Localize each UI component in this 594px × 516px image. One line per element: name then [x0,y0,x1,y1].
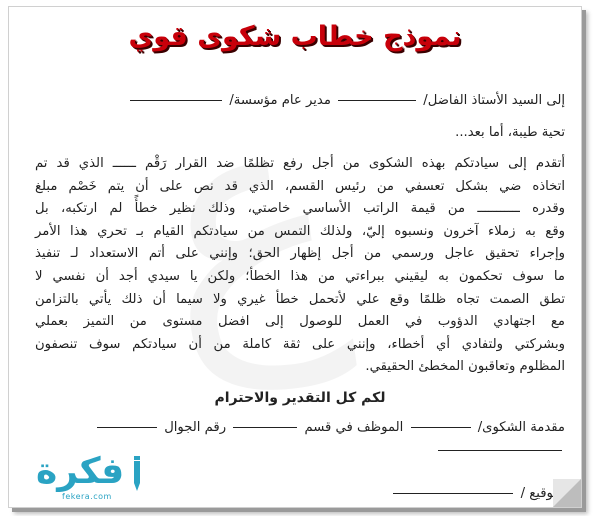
extra-blank [438,449,562,451]
signature-label: التوقيع / [520,485,565,501]
body-line: ما سوف تحكمون به ليقيني ببراءتي من هذا الخطأ؛ ولكن يا سيدي أجد أن نفسي لا [35,268,565,284]
body-line: وقع به زملاء آخرون ونسبوه إليّ، ولذلك التمس من سيادتكم القيام بـ تحري هذا الأمر [35,223,565,239]
body-line: تطق الصمت تجاه ظلمًا وقع علي لأتحمل خطأ غيري ولا سيما أن ذلك يأتي بالتزامن [35,291,565,307]
to-label: إلى السيد الأستاذ الفاضل/ [423,93,565,108]
fields-line [35,415,565,441]
greeting: تحية طيبة، أما بعد... [455,125,565,140]
signature-blank [393,492,513,494]
body-line: مع اجتهادي الدؤوب في العمل للوصول إلى افضل مستوى من التميز بعملي [35,314,565,330]
complainant-label: مقدمة الشكوى/ [477,419,565,435]
phone-label: رقم الجوال [164,419,227,435]
closing-line: لكم كل التقدير والاحترام [214,389,386,406]
brand-site: fekera.com [62,492,112,501]
director-label: مدير عام مؤسسة/ [229,93,331,108]
body-line: أتقدم إلى سيادتكم بهذه الشكوى من أجل رفع تظلمًا ضد القرار رَقْم ــــــ الذي قد تم [35,156,565,171]
letter-page [8,6,582,508]
pencil-icon [132,456,142,492]
page-fold-corner [553,479,581,507]
name-blank [338,99,416,101]
body-line: وإجراء تحقيق عاجل ورسمي من أجل إظهار الحق؛ وإنني على أتم الاستعداد لـ تنفيذ [35,246,565,262]
employee-label: الموظف في قسم [304,419,404,435]
brand-name: فكرة [36,451,125,492]
body-line: وقدره ـــــــــــ من قيمة الراتب الأساسي خاصتي، وذلك نظير خطأً لم ارتكبه، بل [35,201,565,217]
complainant-blank [411,426,471,428]
body-line: وبشركتي ولتفادي أي أخطاء، وإنني على ثقة كاملة من أن سيادتكم سوف تنصفون [35,336,565,352]
letter-content [35,87,565,507]
brand-logo [10,452,150,504]
institution-blank [130,99,222,101]
body-line: المظلوم وتعاقبون المخطئ الحقيقي. [365,359,565,375]
body-line: اتخاذه ضي بشكل تعسفي من رئيس القسم، الذي قد نص على أن يتم خَصْم مبلغ [35,178,565,194]
address-line [35,87,565,115]
department-blank [233,426,297,428]
page-title: نموذج خطاب شكوى قوي [128,21,462,52]
phone-blank [97,426,157,428]
letter-body [35,153,565,379]
